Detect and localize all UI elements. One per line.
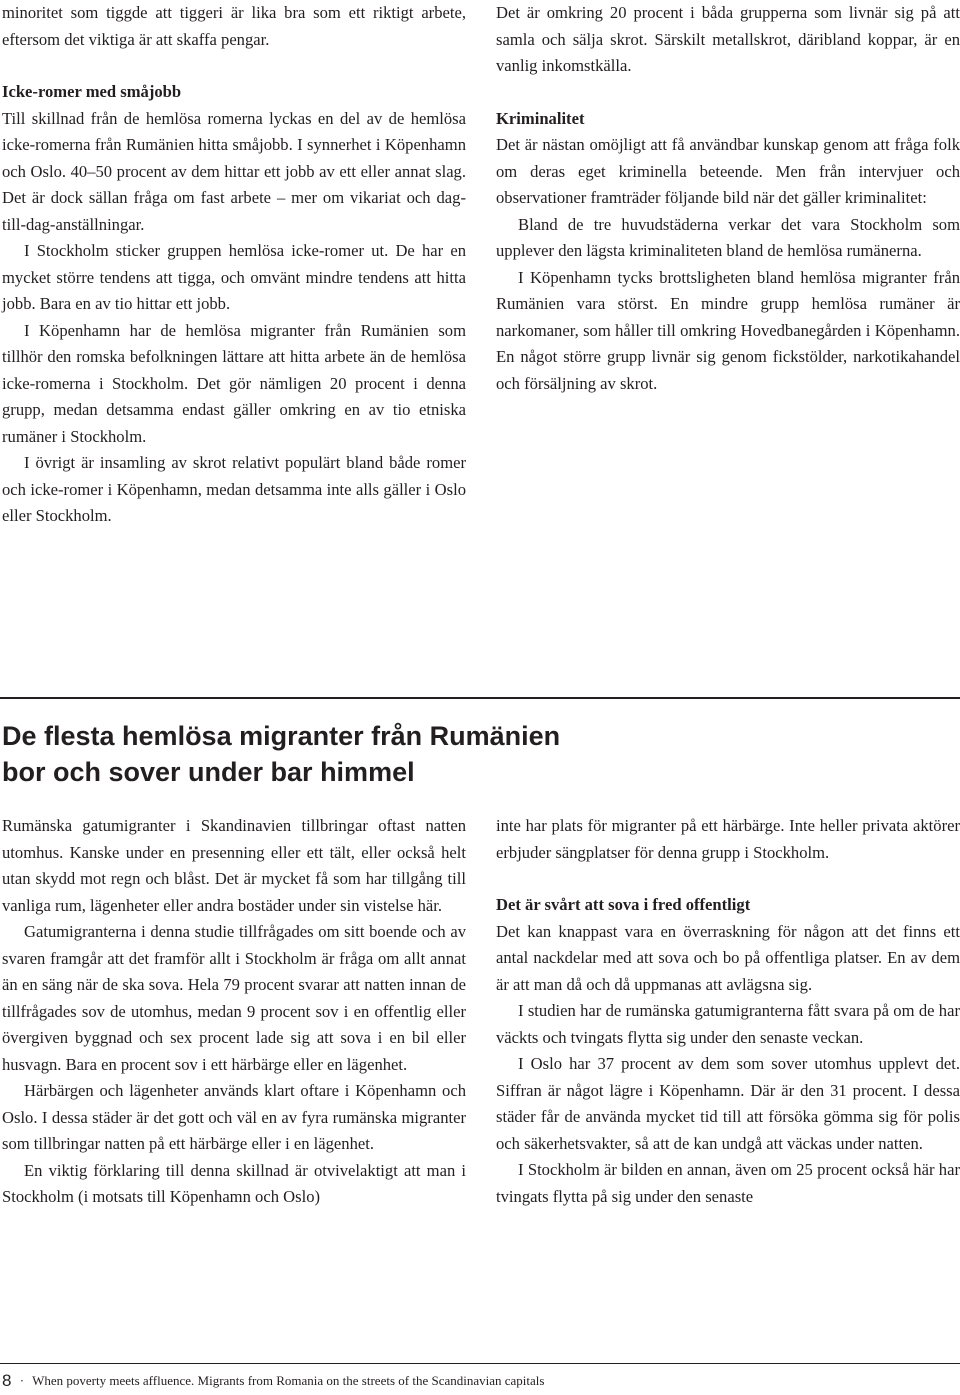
running-title: When poverty meets affluence. Migrants from Romania on the streets of the Scandinavian capitals xyxy=(32,1373,545,1388)
paragraph-continued: inte har plats för migranter på ett härbärge. Inte heller privata aktörer erbjuder sängplatser för denna grupp i Stockholm. xyxy=(496,816,960,862)
section-column-right xyxy=(496,813,960,1210)
paragraph: Det är nästan omöjligt att få användbar kunskap genom att fråga folk om deras eget kriminella beteende. Men från intervjuer och observationer framträder följande bild när det gäller kriminalitet: xyxy=(496,135,960,207)
subheading-sova-i-fred: Det är svårt att sova i fred offentligt xyxy=(496,895,751,914)
footer-separator: · xyxy=(19,1373,25,1388)
spacer xyxy=(496,866,960,892)
section-heading-line-2: bor och sover under bar himmel xyxy=(2,757,415,787)
paragraph: I Stockholm är bilden en annan, även om 25 procent också här har tvingats flytta på sig under den senaste xyxy=(496,1160,960,1206)
paragraph: En viktig förklaring till denna skillnad är otvivelaktigt att man i Stockholm (i motsats till Köpenhamn och Oslo) xyxy=(2,1160,466,1206)
paragraph: Bland de tre huvudstäderna verkar det vara Stockholm som upplever den lägsta kriminaliteten bland de hemlösa rumänerna. xyxy=(496,214,960,260)
subheading-kriminalitet: Kriminalitet xyxy=(496,108,585,128)
spacer xyxy=(496,80,960,106)
paragraph: I Oslo har 37 procent av dem som sover utomhus upplevt det. Siffran är något lägre i Köpenhamn. Där är den 31 procent. I dessa städer får de använda mycket tid till att försöka gömma sig för polis och säkerhetsvakter, så att de kan undgå att väckas under natten. xyxy=(496,1054,960,1153)
top-column-left xyxy=(2,0,466,530)
paragraph: Härbärgen och lägenheter används klart oftare i Köpenhamn och Oslo. I dessa städer är det gott och väl en av fyra rumänska migranter som tillbringar natten på ett härbärge eller i en lägenhet. xyxy=(2,1081,466,1153)
subheading-icke-romer: Icke-romer med småjobb xyxy=(2,82,182,101)
paragraph: I Stockholm sticker gruppen hemlösa icke-romer ut. De har en mycket större tendens att tigga, och omvänt mindre tendens att hitta jobb. Bara en av tio hittar ett jobb. xyxy=(2,241,466,313)
top-column-right xyxy=(496,0,960,397)
paragraph: I övrigt är insamling av skrot relativt populärt bland både romer och icke-romer i Köpenhamn, medan detsamma inte alls gäller i Oslo eller Stockholm. xyxy=(2,453,466,525)
paragraph: I Köpenhamn tycks brottsligheten bland hemlösa migranter från Rumänien vara störst. En mindre grupp hemlösa rumäner är narkomaner, som håller till omkring Hovedbanegården i Köpenhamn. En något större grupp livnär sig genom fickstölder, narkotikahandel och försäljning av skrot. xyxy=(496,267,960,393)
paragraph: Gatumigranterna i denna studie tillfrågades om sitt boende och av svaren framgår att det framför allt i Stockholm är fråga om allt annat än en säng när de ska sova. Hela 79 procent svarar att natten innan de tillfrågades sov de utomhus, medan 9 procent sov i en offentlig eller övergiven byggnad och sex procent lade sig att sova i en bil eller husvagn. Bara en procent sov i ett härbärge eller en lägenhet. xyxy=(2,922,466,1074)
section-column-left xyxy=(2,813,466,1211)
section-divider xyxy=(0,697,960,699)
page-number: 8 xyxy=(2,1371,12,1390)
paragraph-continued: minoritet som tiggde att tiggeri är lika bra som ett riktigt arbete, eftersom det viktiga är att skaffa pengar. xyxy=(2,3,466,49)
paragraph: Det kan knappast vara en överraskning för någon att det finns ett antal nackdelar med att sova och bo på offentliga platser. En av dem är att man då och då uppmanas att avlägsna sig. xyxy=(496,921,960,994)
spacer xyxy=(2,53,466,79)
footer-divider xyxy=(0,1363,960,1364)
paragraph: Det är omkring 20 procent i båda grupperna som livnär sig på att samla och sälja skrot. Särskilt metallskrot, däribland koppar, är en vanlig inkomstkälla. xyxy=(496,3,960,75)
section-heading-line-1: De flesta hemlösa migranter från Rumänien xyxy=(2,721,561,751)
section-heading xyxy=(2,718,942,790)
paragraph: Rumänska gatumigranter i Skandinavien tillbringar oftast natten utomhus. Kanske under en presenning eller ett tält, eller också helt utan skydd mot regn och blåst. Det är mycket få som har tillgång till vanliga rum, lägenheter eller andra bostäder under sin vistelse här. xyxy=(2,816,466,915)
page-footer xyxy=(2,1372,544,1390)
paragraph: I Köpenhamn har de hemlösa migranter från Rumänien som tillhör den romska befolkningen lättare att hitta arbete än de hemlösa icke-romerna i Stockholm. Det gör nämligen 20 procent i denna grupp, medan detsamma endast gäller omkring en av tio etniska rumäner i Stockholm. xyxy=(2,320,466,446)
paragraph: Till skillnad från de hemlösa romerna lyckas en del av de hemlösa icke-romerna från Rumänien hitta småjobb. I synnerhet i Köpenhamn och Oslo. 40–50 procent av dem hittar ett jobb av ett eller annat slag. Det är dock sällan fråga om fast arbete – mer om vikariat och dag-till-dag-anställningar. xyxy=(2,108,466,234)
paragraph: I studien har de rumänska gatumigranterna fått svara på om de har väckts och tvingats flytta sig under den senaste veckan. xyxy=(496,1001,960,1047)
